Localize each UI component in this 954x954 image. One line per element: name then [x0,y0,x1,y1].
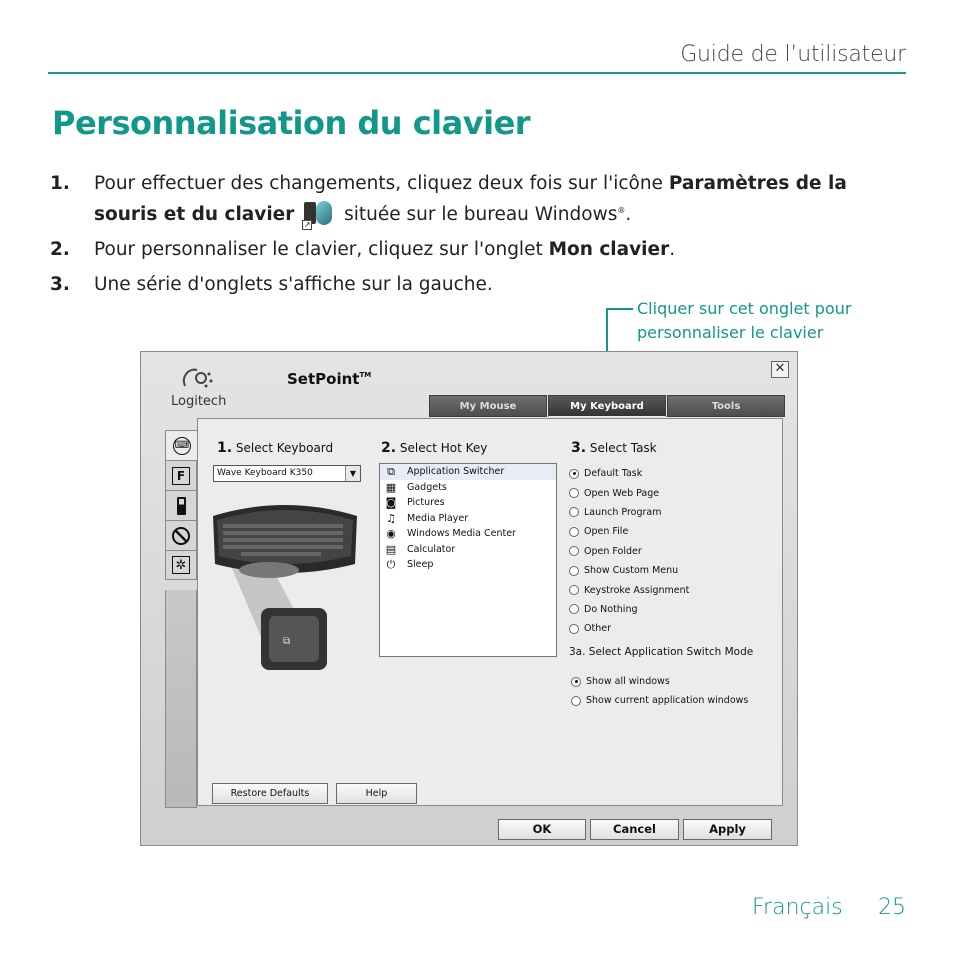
radio-button[interactable] [569,546,579,556]
callout-text [637,297,851,345]
disable-icon [172,527,190,545]
task-open-web-page[interactable]: Open Web Page [569,483,689,502]
hotkey-item-pictures[interactable]: ◙ Pictures [380,495,556,511]
step-text: . [669,239,676,261]
task-open-file[interactable]: Open File [569,522,689,541]
app-switcher-icon: ⧉ [387,465,395,478]
side-tab-function-keys[interactable] [165,460,197,490]
steps-list [50,170,870,306]
section-select-task: 3. Select Task [571,440,657,456]
step-bold-text: Paramètres de la souris et du clavier [94,173,847,226]
radio-button[interactable] [569,604,579,614]
step-number: 2. [50,239,70,261]
mouse-keyboard-settings-icon: ↗ [302,200,336,226]
side-tabs-fill [165,590,197,808]
keyboard-select[interactable]: Wave Keyboard K350 ▼ [213,465,361,482]
battery-icon [177,497,186,515]
step-3 [50,271,870,298]
task-do-nothing[interactable]: Do Nothing [569,600,689,619]
calculator-icon: ▤ [385,542,397,556]
radio-button[interactable] [569,585,579,595]
radio-button[interactable] [569,507,579,517]
function-key-icon: F [172,467,190,485]
task-other[interactable]: Other [569,619,689,638]
close-icon[interactable]: ✕ [771,361,789,378]
ok-button[interactable]: OK [498,819,586,840]
hotkey-item-application-switcher[interactable]: ⧉ Application Switcher [380,464,556,480]
hotkey-item-windows-media-center[interactable]: ◉ Windows Media Center [380,526,556,542]
app-title: SetPoint™ [287,370,372,388]
page-number: 25 [878,895,906,920]
side-tab-disable[interactable] [165,520,197,550]
side-tabs [165,430,197,580]
setpoint-window [140,351,798,846]
music-note-icon: ♫ [386,511,396,525]
footer-language: Français [752,895,843,920]
task-default[interactable]: Default Task [569,464,689,483]
page-title: Personnalisation du clavier [52,104,531,142]
side-tab-battery[interactable] [165,490,197,520]
keyboard-tab-icon: ⌨ [173,437,191,455]
step-1 [50,170,870,228]
hot-key-list[interactable] [379,463,557,657]
step-number: 1. [50,173,70,194]
power-icon: ⏻ [386,558,396,571]
hotkey-item-calculator[interactable]: ▤ Calculator [380,542,556,558]
mode-radio-group [571,672,748,710]
step-bold-text: Mon clavier [548,239,670,261]
radio-button[interactable] [569,566,579,576]
callout-leader-horizontal [606,308,633,310]
restore-defaults-button[interactable]: Restore Defaults [212,783,328,804]
task-show-custom-menu[interactable]: Show Custom Menu [569,561,689,580]
hotkey-item-sleep[interactable]: ⏻ Sleep [380,557,556,573]
section-select-hot-key: 2. Select Hot Key [381,440,488,456]
svg-text:⧉: ⧉ [283,636,291,647]
guide-title: Guide de l’utilisateur [680,42,906,67]
mode-show-all-windows[interactable]: Show all windows [571,672,748,691]
task-open-folder[interactable]: Open Folder [569,542,689,561]
section-app-switch-mode: 3a. Select Application Switch Mode [569,646,754,658]
radio-button[interactable] [569,624,579,634]
task-keystroke-assignment[interactable]: Keystroke Assignment [569,580,689,599]
step-text: Une série d'onglets s'affiche sur la gauche. [94,274,493,296]
callout-line-2: personnaliser le clavier [637,323,824,342]
tab-bar [429,395,786,417]
hotkey-item-media-player[interactable]: ♫ Media Player [380,511,556,527]
logitech-logo-icon [179,364,217,392]
step-text: Pour personnaliser le clavier, cliquez sur l'onglet [94,239,549,261]
radio-button[interactable] [571,677,581,687]
radio-button[interactable] [569,488,579,498]
step-2 [50,236,870,263]
windows-media-icon: ◉ [386,527,396,540]
task-radio-group [569,464,689,639]
radio-button[interactable] [569,527,579,537]
section-select-keyboard: 1. Select Keyboard [217,440,334,456]
step-text: . [625,204,632,226]
gadgets-icon: ▦ [385,480,397,494]
task-launch-program[interactable]: Launch Program [569,503,689,522]
side-tab-keyboard[interactable] [165,430,198,460]
settings-star-icon: ✲ [172,556,190,574]
brand-name: Logitech [171,394,227,409]
cancel-button[interactable]: Cancel [590,819,679,840]
apply-button[interactable]: Apply [683,819,772,840]
keyboard-image [211,500,359,676]
top-rule [48,72,906,74]
step-number: 3. [50,274,70,296]
step-text: Pour effectuer des changements, cliquez deux fois sur l'icône [94,173,669,194]
chevron-down-icon[interactable]: ▼ [345,466,360,481]
camera-icon: ◙ [385,496,397,509]
step-text: située sur le bureau Windows [338,204,618,226]
side-tab-settings[interactable] [165,550,197,580]
hotkey-item-gadgets[interactable]: ▦ Gadgets [380,480,556,496]
registered-mark: ® [617,206,626,215]
mode-show-current-app-windows[interactable]: Show current application windows [571,691,748,710]
tab-my-mouse[interactable]: My Mouse [429,395,547,417]
tab-my-keyboard[interactable]: My Keyboard [548,395,666,417]
help-button[interactable]: Help [336,783,417,804]
callout-line-1: Cliquer sur cet onglet pour [637,299,852,318]
radio-button[interactable] [571,696,581,706]
tab-tools[interactable]: Tools [667,395,785,417]
radio-button[interactable] [569,469,579,479]
